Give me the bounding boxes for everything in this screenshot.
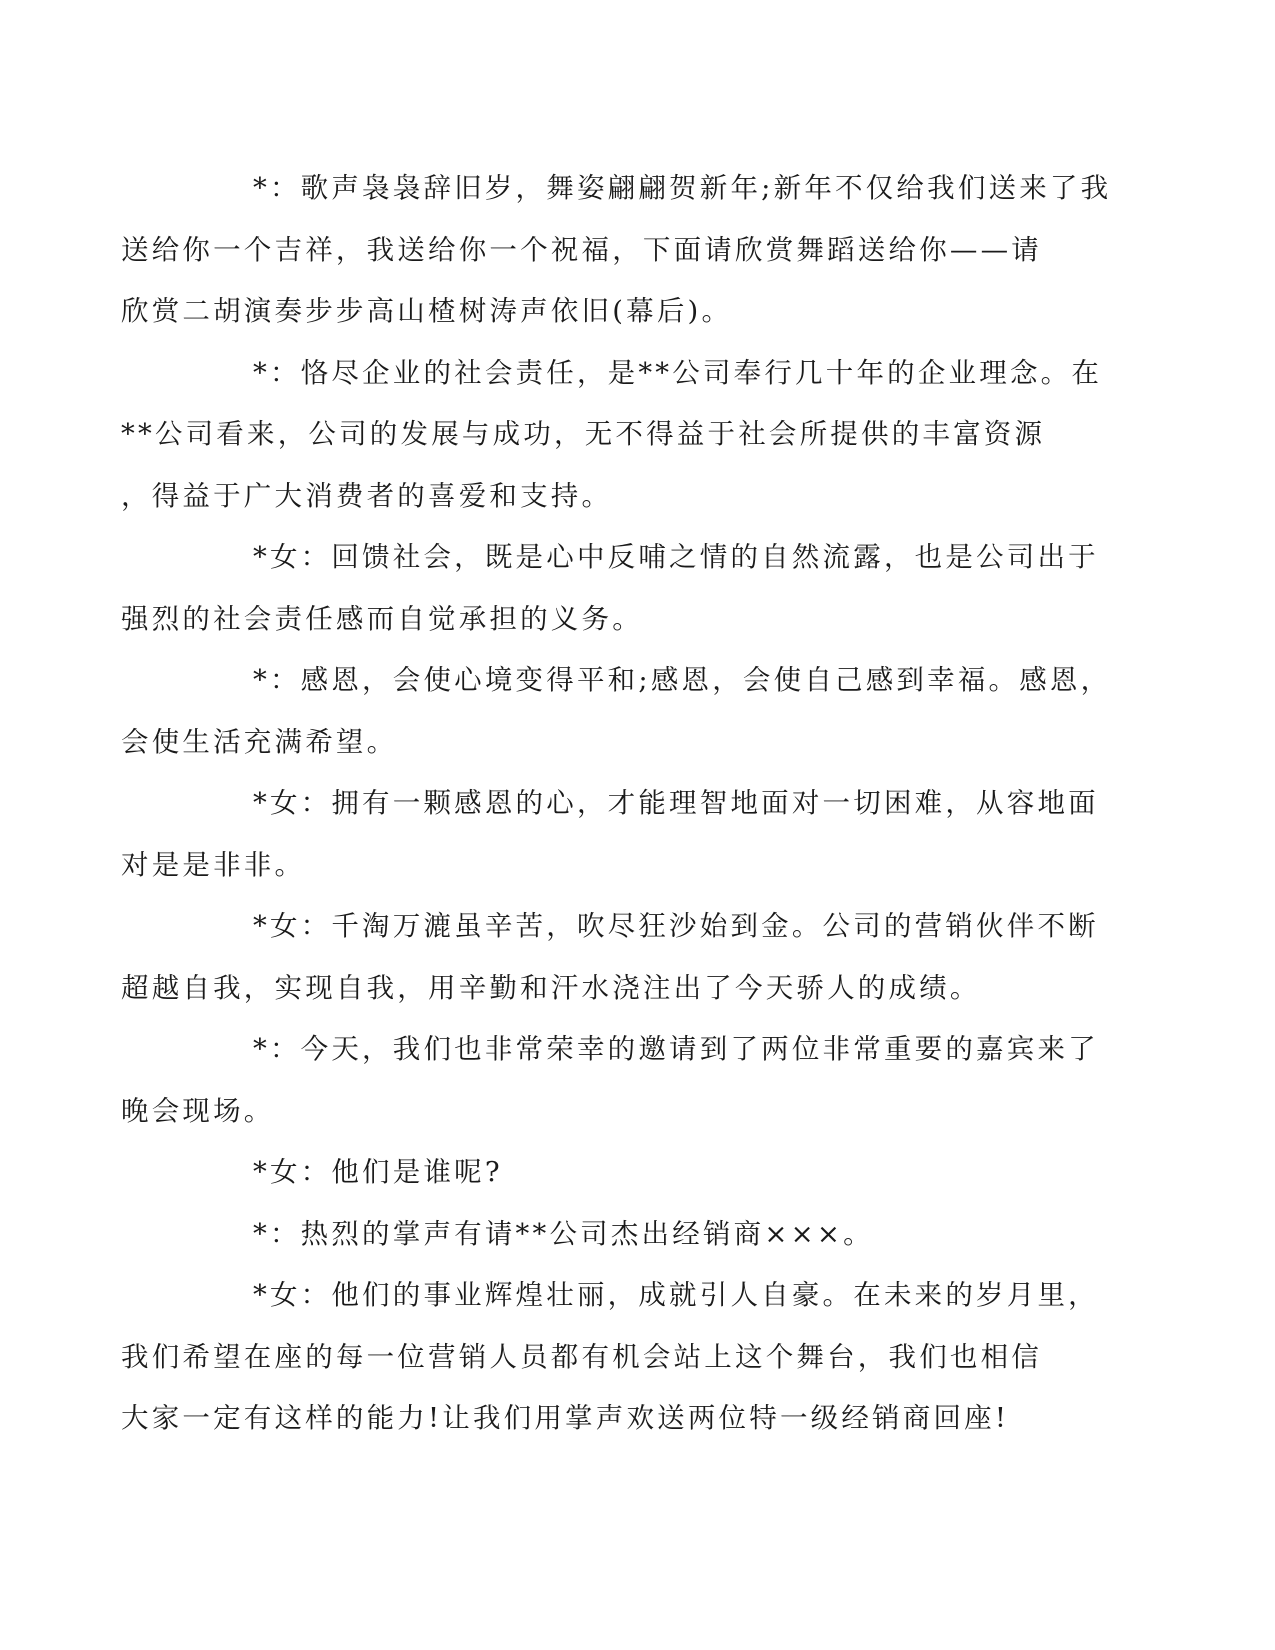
text-line: *女：回馈社会，既是心中反哺之情的自然流露，也是公司出于	[253, 541, 1099, 573]
text-line: 对是是非非。	[121, 848, 306, 881]
text-line: 大家一定有这样的能力!让我们用掌声欢送两位特一级经销商回座!	[121, 1402, 1010, 1434]
text-line: 超越自我，实现自我，用辛勤和汗水浇注出了今天骄人的成绩。	[121, 971, 981, 1004]
text-line: *：感恩，会使心境变得平和;感恩，会使自己感到幸福。感恩，	[253, 664, 1112, 696]
text-line: 送给你一个吉祥，我送给你一个祝福，下面请欣赏舞蹈送给你——请	[121, 233, 1042, 266]
paragraph	[121, 1019, 1099, 1142]
paragraph	[121, 343, 1103, 528]
text-line: *女：他们的事业辉煌壮丽，成就引人自豪。在未来的岁月里，	[253, 1279, 1099, 1311]
paragraph	[121, 650, 1112, 773]
text-line: 欣赏二胡演奏步步高山楂树涛声依旧(幕后)。	[121, 295, 733, 327]
text-line: *：歌声袅袅辞旧岁，舞姿翩翩贺新年;新年不仅给我们送来了我	[253, 172, 1112, 204]
paragraph	[121, 158, 1112, 343]
text-line: *：恪尽企业的社会责任，是**公司奉行几十年的企业理念。在	[253, 356, 1103, 389]
paragraph	[121, 896, 1099, 1019]
text-line: *：今天，我们也非常荣幸的邀请到了两位非常重要的嘉宾来了	[253, 1033, 1099, 1065]
paragraph	[121, 527, 1099, 650]
text-line: **公司看来，公司的发展与成功，无不得益于社会所提供的丰富资源	[121, 418, 1046, 450]
text-line: ，得益于广大消费者的喜爱和支持。	[121, 479, 613, 512]
text-line: 我们希望在座的每一位营销人员都有机会站上这个舞台，我们也相信	[121, 1340, 1042, 1373]
text-line: 强烈的社会责任感而自觉承担的义务。	[121, 602, 643, 635]
text-line: *：热烈的掌声有请**公司杰出经销商×××。	[253, 1217, 874, 1250]
text-line: 会使生活充满希望。	[121, 725, 398, 758]
text-line: *女：拥有一颗感恩的心，才能理智地面对一切困难，从容地面	[253, 787, 1099, 819]
paragraph	[121, 773, 1099, 896]
paragraph	[187, 1204, 1067, 1266]
text-line: *女：千淘万漉虽辛苦，吹尽狂沙始到金。公司的营销伙伴不断	[253, 910, 1099, 942]
paragraph	[187, 1142, 1067, 1204]
document-body	[121, 158, 1112, 1450]
paragraph	[121, 1265, 1099, 1450]
text-line: 晚会现场。	[121, 1094, 275, 1127]
text-line: *女：他们是谁呢?	[253, 1156, 503, 1188]
